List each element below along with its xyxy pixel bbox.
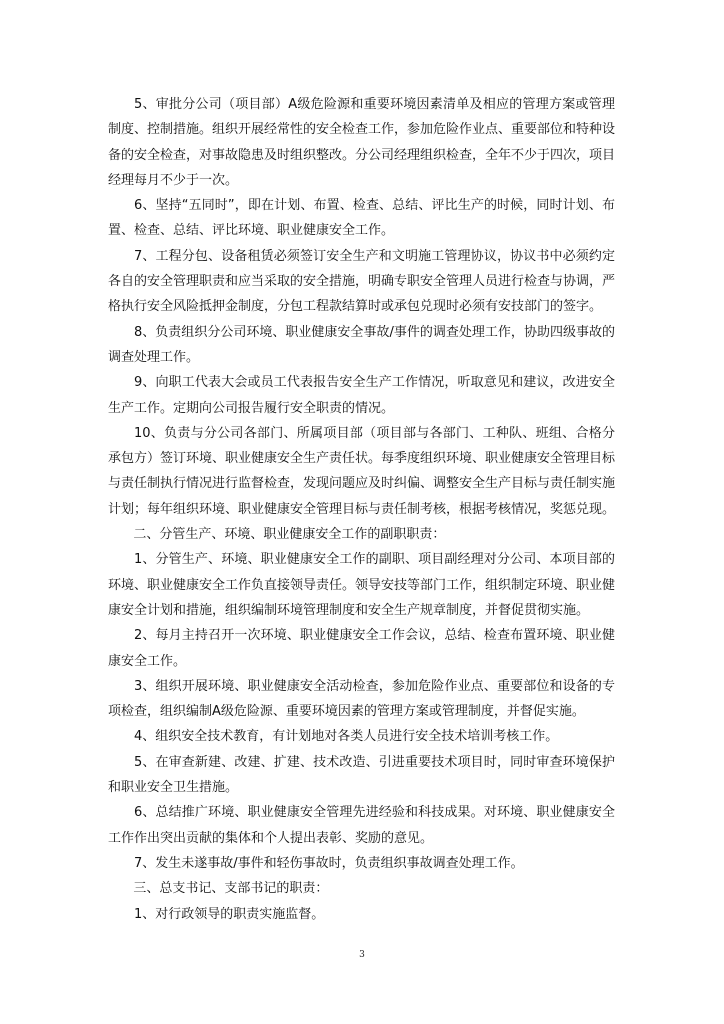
paragraph: 3、组织开展环境、职业健康安全活动检查，参加危险作业点、重要部位和设备的专项检查，组织编制A级危险源、重要环境因素的管理方案或管理制度，并督促实施。 [108,678,615,720]
body-text [108,92,615,927]
paragraph: 5、在审查新建、改建、扩建、技术改造、引进重要技术项目时，同时审查环境保护和职业安全卫生措施。 [108,754,615,796]
paragraph: 1、分管生产、环境、职业健康安全工作的副职、项目副经理对分公司、本项目部的环境、职业健康安全工作负直接领导责任。领导安技等部门工作，组织制定环境、职业健康安全计划和措施，组织编制环境管理制度和安全生产规章制度，并督促贯彻实施。 [108,552,616,618]
section-heading: 二、分管生产、环境、职业健康安全工作的副职职责： [133,527,446,543]
paragraph: 6、总结推广环境、职业健康安全管理先进经验和科技成果。对环境、职业健康安全工作作出突出贡献的集体和个人提出表彰、奖励的意见。 [108,805,615,846]
paragraph: 6、坚持“五同时”，即在计划、布置、检查、总结、评比生产的时候，同时计划、布置、检查、总结、评比环境、职业健康安全工作。 [108,198,615,239]
paragraph: 8、负责组织分公司环境、职业健康安全事故/事件的调查处理工作，协助四级事故的调查处理工作。 [108,324,615,365]
paragraph: 5、审批分公司（项目部）A级危险源和重要环境因素清单及相应的管理方案或管理制度、控制措施。组织开展经常性的安全检查工作，参加危险作业点、重要部位和特种设备的安全检查，对事故隐患及时组织整改。分公司经理组织检查，全年不少于四次，项目经理每月不少于一次。 [108,97,616,188]
paragraph: 7、工程分包、设备租赁必须签订安全生产和文明施工管理协议，协议书中必须约定各自的安全管理职责和应当采取的安全措施，明确专职安全管理人员进行检查与协调，严格执行安全风险抵押金制度，分包工程款结算时或承包兑现时必须有安技部门的签字。 [108,248,616,315]
section-heading: 三、总支书记、支部书记的职责： [133,881,329,897]
paragraph: 2、每月主持召开一次环境、职业健康安全工作会议，总结、检查布置环境、职业健康安全工作。 [108,628,615,669]
paragraph: 7、发生未遂事故/事件和轻伤事故时，负责组织事故调查处理工作。 [134,855,524,871]
paragraph: 4、组织安全技术教育，有计划地对各类人员进行安全技术培训考核工作。 [134,729,559,745]
page-number: 3 [359,950,365,960]
paragraph: 10、负责与分公司各部门、所属项目部（项目部与各部门、工种队、班组、合格分承包方）签订环境、职业健康安全生产责任状。每季度组织环境、职业健康安全管理目标与责任制执行情况进行监督检查，发现问题应及时纠偏、调整安全生产目标与责任制实施计划；每年组织环境、职业健康安全管理目标与责任制考核，根据考核情况，奖惩兑现。 [108,425,616,517]
paragraph: 1、对行政领导的职责实施监督。 [134,906,325,922]
paragraph: 9、向职工代表大会或员工代表报告安全生产工作情况，听取意见和建议，改进安全生产工作。定期向公司报告履行安全职责的情况。 [108,375,615,416]
